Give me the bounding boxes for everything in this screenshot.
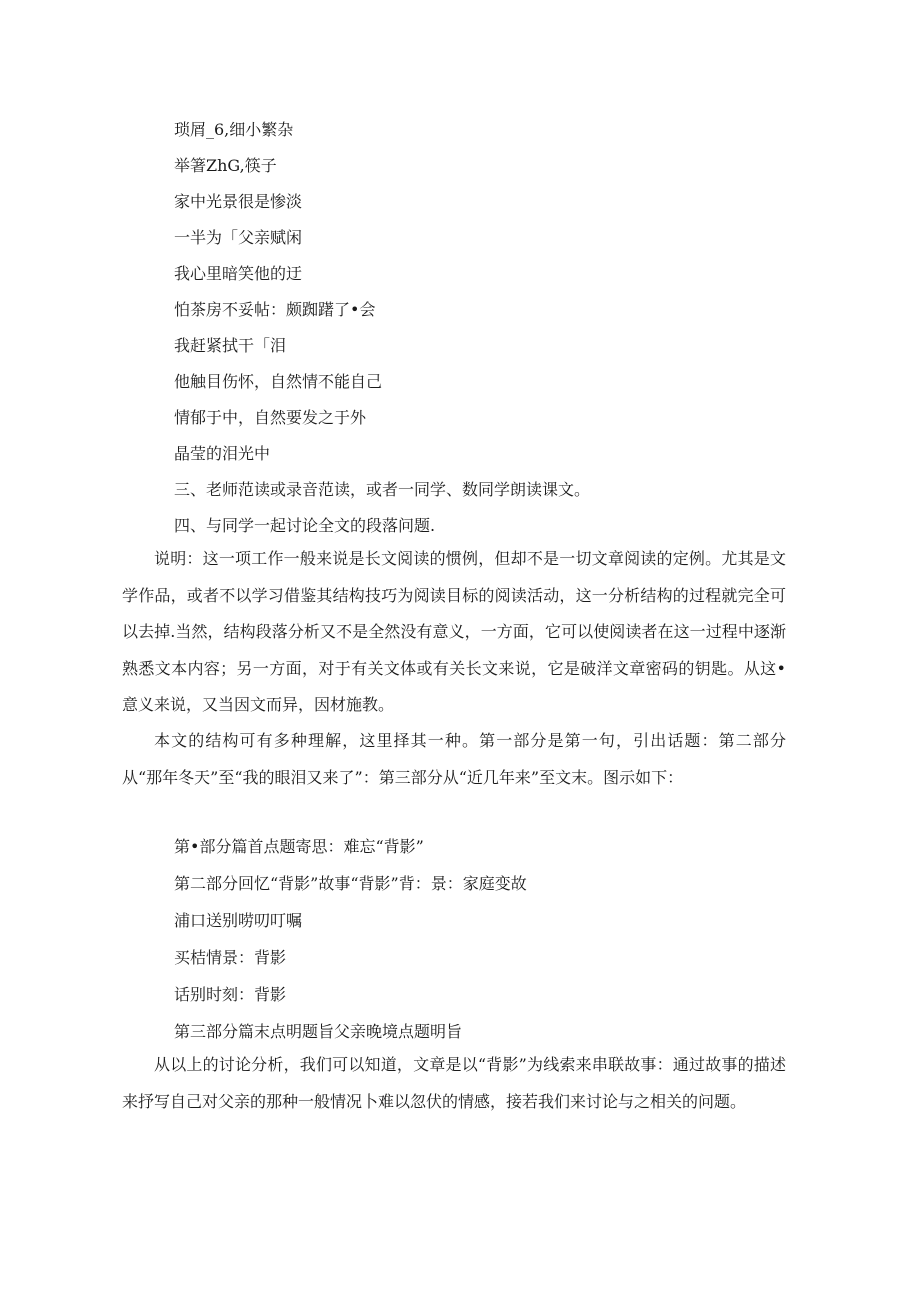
step-four: 四、与同学一起讨论全文的段落问题. [174, 516, 436, 535]
vocab-line-3: 家中光景很是惨淡 [174, 192, 303, 211]
diagram-line-4: 买桔情景：背影 [174, 948, 287, 967]
vocab-line-4: 一半为「父亲赋闲 [174, 228, 303, 247]
conclusion-paragraph: 从以上的讨论分析，我们可以知道，文章是以“背影”为线索来串联故事：通过故事的描述来抒写自己对父亲的那种一般情况卜难以忽伏的情感，接若我们来讨论与之相关的问题。 [122, 1055, 786, 1111]
diagram-line-5: 话别时刻：背影 [174, 985, 287, 1004]
vocab-line-2: 举箸ZhG,筷子 [174, 156, 277, 175]
structure-intro-paragraph: 本文的结构可有多种理解，这里择其一种。第一部分是第一句，引出话题：第二部分从“那年冬天”至“我的眼泪又来了”：第三部分从“近几年来”至文末。图示如下： [122, 731, 786, 787]
vocab-line-5: 我心里暗笑他的迂 [174, 264, 303, 283]
diagram-line-6: 第三部分篇末点明题旨父亲晚境点题明旨 [174, 1022, 463, 1041]
diagram-line-2: 第二部分回忆“背影”故事“背影”背：景：家庭变故 [174, 874, 527, 893]
vocab-line-9: 情郁于中，自然要发之于外 [174, 408, 367, 427]
vocab-line-7: 我赶紧拭干「泪 [174, 336, 287, 355]
vocab-line-10: 晶莹的泪光中 [174, 444, 271, 463]
vocab-line-6: 怕茶房不妥帖：颇踟躇了•会 [174, 300, 376, 319]
diagram-line-3: 浦口送别唠叨叮嘱 [174, 911, 303, 930]
step-three: 三、老师范读或录音范读，或者一同学、数同学朗读课文。 [174, 480, 591, 499]
vocab-line-8: 他触目伤怀，自然情不能自己 [174, 372, 383, 391]
vocab-line-1: 琐屑_6,细小繁杂 [174, 120, 294, 139]
diagram-line-1: 第•部分篇首点题寄思：难忘“背影” [174, 837, 424, 856]
explanation-paragraph: 说明：这一项工作一般来说是长文阅读的惯例，但却不是一切文章阅读的定例。尤其是文学作品，或者不以学习借鉴其结构技巧为阅读目标的阅读活动，这一分析结构的过程就完全可以去掉.当然，结构段落分析又不是全然没有意义，一方面，它可以使阅读者在这一过程中逐渐熟悉文本内容；另一方面，对于有关文体或有关长文来说，它是破洋文章密码的钥匙。从这•意义来说，又当因文而异，因材施教。 [122, 549, 786, 714]
